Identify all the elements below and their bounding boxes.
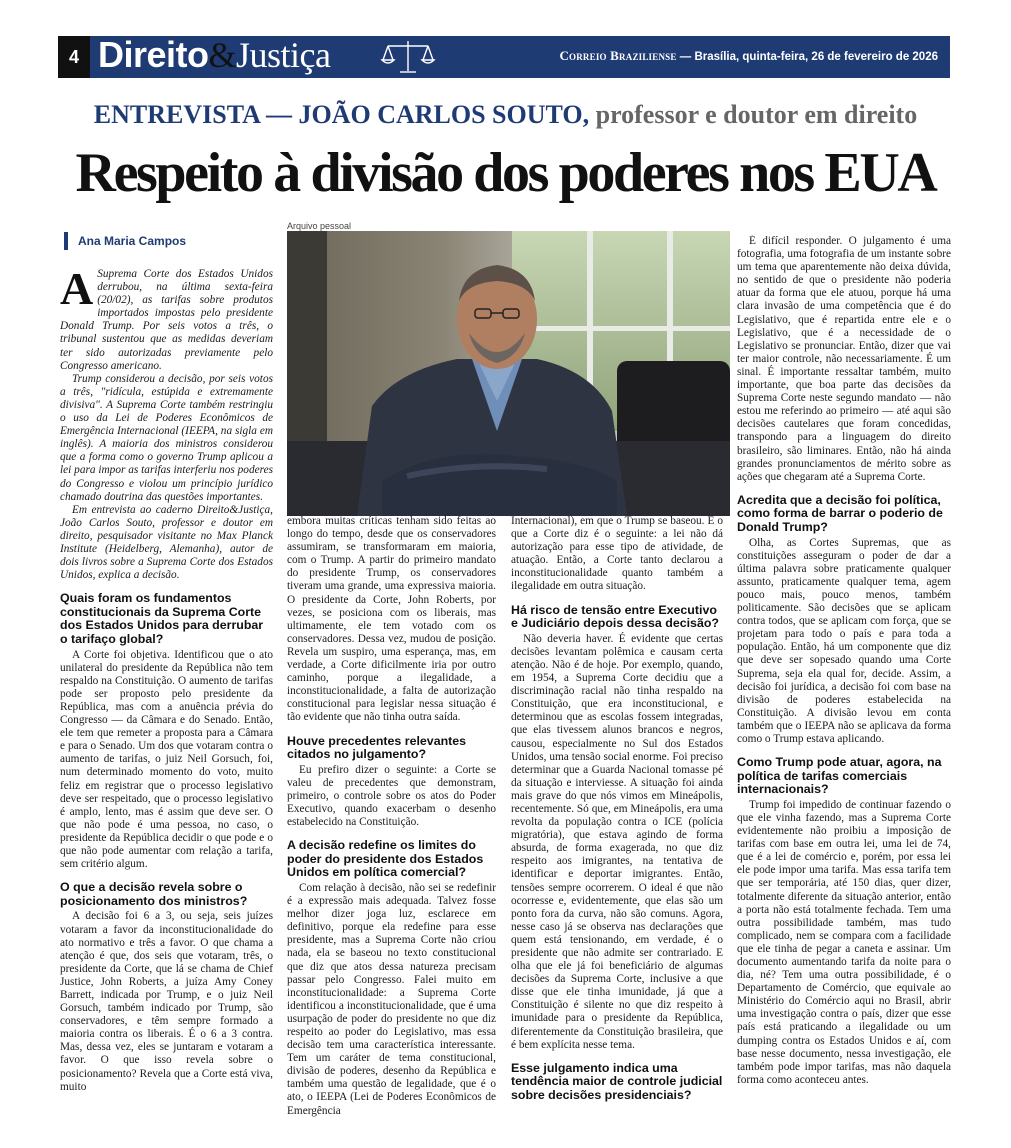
scales-of-justice-icon <box>378 38 438 76</box>
column-2 <box>287 515 496 1120</box>
answer-5: Não deveria haver. É evidente que certas decisões levantam polêmica e causam certa atenção. Não é de hoje. Por exemplo, quando, em 1954, a Suprema Corte decidiu que a discriminação racial não tinha respaldo na Constituição, que era inconstitucional, e determinou que as escolas fossem integradas, que elas tivessem alunos brancos e negros, causou, especialmente no Sul dos Estados Unidos, uma tensão social enorme. Foi preciso determinar que a Guarda Nacional tomasse pé da situação e interviesse. A situação foi ainda mais grave do que nós vimos em Mineápolis, recentemente. Só que, em Mineápolis, era uma revolta da população contra o ICE (polícia migratória), que estava agindo de forma absurda, de forma exagerada, no que diz respeito aos imigrantes, na tentativa de identificar e deportar imigrantes. Então, tensões sempre ocorrerem. O ideal é que não ocorresse e, evidentemente, que elas são um ponto fora da curva, não são comuns. Agora, nesse caso já se observa nas declarações que quem está tensionando, em verdade, é o presidente que não admite ser contrariado. E olha que ele já foi beneficiário de algumas decisões da Suprema Corte, inclusive a que disse que ele tinha imunidade, já que a Constituição é silente no que diz respeito à imunidade para o presidente da República, diferentemente da Constituição brasileira, que é bem explícita nesse tema. <box>511 632 723 1051</box>
column-4 <box>737 235 951 1120</box>
byline: Ana Maria Campos <box>64 232 276 250</box>
section-title-part1: Direito <box>98 34 209 75</box>
question-4: A decisão redefine os limites do poder do presidente dos Estados Unidos em política comercial? <box>287 838 484 880</box>
kicker-description: professor e doutor em direito <box>589 100 918 129</box>
section-title-ampersand: & <box>208 35 237 75</box>
lead-paragraph <box>60 268 273 373</box>
headline: Respeito à divisão dos poderes nos EUA <box>75 142 936 204</box>
answer-8: Trump foi impedido de continuar fazendo o que ele vinha fazendo, mas a Suprema Corte evidentemente não proibiu a imposição de tarifas com base em outra lei, uma lei de 74, que é a lei de comércio e, porém, por essa lei ele pode impor uma tarifa. Mas essa tarifa tem que ser temporária, até 150 dias, quer dizer, totalmente diferente da situação anterior, então a porta não está totalmente fechada. Tem uma outra possibilidade também, mas tudo complicado, nem se compara com a facilidade que ele tinha de pegar a caneta e assinar. Um documento aumentando tarifa da noite para o dia, né? Tem uma outra possibilidade, é o Departamento de Comércio, que equivale ao Ministério do Comércio aqui no Brasil, abrir uma investigação contra o país, dizer que esse país está praticando a ilegalidade ou um dumping contra os Estados Unidos e aí, com base nesse documento, nessa investigação, ele também pode impor tarifas, mas não daquela forma como aconteceu antes. <box>737 798 951 1086</box>
lead-paragraph-3: Em entrevista ao caderno Direito&Justiça, João Carlos Souto, professor e doutor em direito, pesquisador visitante no Max Planck Institute (Heidelberg, Alemanha), autor de dois livros sobre a Suprema Corte dos Estados Unidos, explica a decisão. <box>60 503 273 582</box>
question-8: Como Trump pode atuar, agora, na política de tarifas comerciais internacionais? <box>737 755 942 797</box>
question-1: Quais foram os fundamentos constitucionais da Suprema Corte dos Estados Unidos para derrubar o tarifaço global? <box>60 591 264 647</box>
kicker-label: ENTREVISTA — JOÃO CARLOS SOUTO, <box>93 100 590 129</box>
interviewee-photo <box>287 231 730 516</box>
section-title <box>98 34 331 76</box>
issue-date: — Brasília, quinta-feira, 26 de fevereiro de 2026 <box>676 51 938 63</box>
newspaper-name: Correio Braziliense <box>559 48 677 63</box>
question-7: Acredita que a decisão foi política, como forma de barrar o poderio de Donald Trump? <box>737 492 943 534</box>
lead-text: Suprema Corte dos Estados Unidos derrubou, na última sexta-feira (20/02), as tarifas sobre produtos importados impostas pelo presidente Donald Trump. Por seis votos a três, o tribunal sustentou que as medidas deveriam ter sido autorizadas previamente pelo Congresso americano. <box>60 268 273 372</box>
column-3 <box>511 515 723 1120</box>
answer-3: Eu prefiro dizer o seguinte: a Corte se valeu de precedentes que demonstram, primeiro, o controle sobre os atos do Poder Executivo, quando exacerbam o desenho estabelecido na Constituição. <box>287 763 496 829</box>
question-2: O que a decisão revela sobre o posicionamento dos ministros? <box>60 880 248 908</box>
answer-7: Olha, as Cortes Supremas, que as constituições asseguram o poder de dar a última palavra sobre praticamente qualquer assunto, praticamente qualquer tema, agem pouco mais, pouco menos, também politicamente. São decisões que se aplicam contra todos, que se aplicam com força, que se projetam para todo o país e para toda a população. Então, há um componente que diz que deve ser sopesado quando uma Corte Suprema, seja ela qual for, decide. Assim, a decisão foi jurídica, a decisão foi com base na divisão de poderes estabelecida na Constituição. A divisão levou em conta também que o IEEPA não se aplicava da forma como o Trump estava aplicando. <box>737 536 951 745</box>
answer-2: A decisão foi 6 a 3, ou seja, seis juízes votaram a favor da inconstitucionalidade do ato normativo e três a favor. O que chama a atenção é que, dos seis que votaram, três, o presidente da Corte, que lá se chama de Chief Justice, John Roberts, a juíza Amy Coney Barrett, indicada por Trump, e o juiz Neil Gorsuch, também indicado por Trump, são conservadores, e têm sempre formado a maioria contra os liberais. É o 6 a 3 contra. Mas, dessa vez, eles se juntaram e votaram a favor. O que isso revela sobre o posicionamento? Revela que a Corte está viva, muito <box>60 910 273 1093</box>
photo-illustration <box>287 231 730 516</box>
photo-credit: Arquivo pessoal <box>287 221 352 231</box>
answer-4: Com relação à decisão, não sei se redefinir é a expressão mais adequada. Talvez fosse melhor dizer joga luz, esclarece em definitivo, porque ela redefine para esse presidente, mas a Suprema Corte não criou nada, ela se baseou no texto constitucional que diz que atos dessa natureza precisam passar pelo Congresso. Falei muito em inconstitucionalidade: a Suprema Corte identificou a inconstitucionalidade, que é uma usurpação de poder do presidente no que diz respeito ao poder do Legislativo, mas essa decisão tem uma característica interessante. Tem um caráter de tema constitucional, divisão de poderes, desenho da República e também uma questão de legalidade, que é o ato, o IEEPA (Lei de Poderes Econômicos de Emergência <box>287 881 496 1117</box>
interview-kicker <box>0 100 1011 130</box>
column-1 <box>60 268 273 1118</box>
answer-2-continued: embora muitas críticas tenham sido feitas ao longo do tempo, desde que os conservadores assumiram, se transformaram em maioria, com o Trump. A partir do primeiro mandato do presidente Trump, os conservadores tiveram uma grande, uma expressiva maioria. O presidente da Corte, John Roberts, por vezes, se posiciona com os liberais, mas ultimamente, ele tem votado com os conservadores. Dessa vez, mudou de posição. Revela um suspiro, uma esperança, mas, em verdade, a Corte dificilmente iria por outro caminho, porque a ilegalidade, a inconstitucionalidade, a falta de autorização constitucional para legislar nessa situação é tão evidente que não tinha outra saída. <box>287 515 496 724</box>
lead-paragraph-2: Trump considerou a decisão, por seis votos a três, "ridícula, estúpida e extremamente divisiva". A Suprema Corte também restringiu o uso da Lei de Poderes Econômicos de Emergência Internacional (IEEPA, na sigla em inglês). A maioria dos ministros considerou que a forma como o governo Trump aplicou a lei para impor as tarifas interferiu nos poderes do Congresso e violou um princípio jurídico chamado doutrina das questões importantes. <box>60 372 273 503</box>
answer-6: É difícil responder. O julgamento é uma fotografia, uma fotografia de um instante sobre um tema que aparentemente não deixa dúvida, no sentido de que o presidente não poderia atuar da forma que ele atuou, porque há uma clara invasão de uma competência que é do Legislativo, que é repartida entre ele e o Legislativo, que é a necessidade de o Legislativo se pronunciar. Então, dizer que vai ter maior controle, não necessariamente. É um sinal. É importante ressaltar também, muito importante, que boa parte das decisões da Suprema Corte neste segundo mandato — não estou me referindo ao primeiro — até aqui são decisões cautelares que foram concedidas, transpondo para a linguagem do direito brasileiro, são liminares. Então, não há ainda grandes pronunciamentos de mérito sobre as ações que chegaram até a Suprema Corte. <box>737 235 951 483</box>
page-header <box>58 36 950 78</box>
answer-1: A Corte foi objetiva. Identificou que o ato unilateral do presidente da República não tem respaldo na Constituição. O aumento de tarifas pode ser proposto pelo presidente da República, mas com a anuência prévia do Congresso — da Câmara e do Senado. Então, ele tem que remeter a proposta para a Câmara e para o Senado. Um dos que votaram contra o aumento de tarifas, o juiz Neil Gorsuch, foi, num determinado momento do voto, muito feliz em registrar que o processo legislativo deve ser respeitado, que o processo legislativo é amplo, lento, mas é assim que deve ser. O que não pode é uma pessoa, no caso, o presidente da República decidir o que pode e o que não pode aumentar com relação a tarifa, sem critério algum. <box>60 648 273 871</box>
issue-info <box>559 48 938 64</box>
page-number: 4 <box>58 36 90 78</box>
question-6: Esse julgamento indica uma tendência maior de controle judicial sobre decisões presidenciais? <box>511 1060 723 1102</box>
question-3: Houve precedentes relevantes citados no julgamento? <box>287 733 467 762</box>
question-5: Há risco de tensão entre Executivo e Judiciário depois dessa decisão? <box>511 602 719 631</box>
section-title-part2: Justiça <box>236 35 331 75</box>
drop-cap: A <box>60 268 94 314</box>
answer-4-continued: Internacional), em que o Trump se baseou. E o que a Corte diz é o seguinte: a lei não dá autorização para esse tipo de atividade, de atuação. Então, a Corte tanto declarou a inconstitucionalidade quanto também a ilegalidade em outra situação. <box>511 515 723 593</box>
